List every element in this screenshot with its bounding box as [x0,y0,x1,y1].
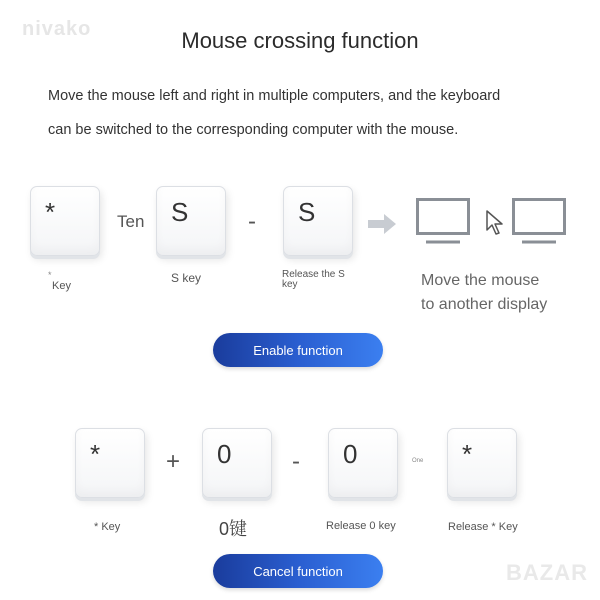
mouse-cursor-icon [486,210,504,236]
key-asterisk-cancel-cap: * [90,439,101,469]
watermark-text: nivako [22,18,92,40]
key-asterisk [30,186,100,256]
key-label-asterisk-small: * [48,270,52,280]
cancel-label-zero: 0键 [219,519,248,539]
key-zero-cap: 0 [217,439,232,469]
monitor-icon [416,198,470,244]
key-zero-release-cap: 0 [343,439,358,469]
separator-dash: - [248,208,256,235]
key-s-release-cap: S [298,197,316,227]
description-line-1: Move the mouse left and right in multiple computers, and the keyboard [48,88,501,104]
corner-watermark: BAZAR [506,560,588,585]
description-line-2: can be switched to the corresponding computer with the mouse. [48,122,459,138]
key-zero [202,428,272,498]
enable-function-button[interactable]: Enable function [213,333,383,367]
key-asterisk-cancel [75,428,145,498]
separator-dash-cancel: - [292,448,300,475]
small-note-one: One [412,458,424,464]
key-s-cap: S [171,197,189,227]
key-s [156,186,226,256]
result-label-line-2: to another display [421,296,548,313]
key-asterisk-cap: * [45,197,56,227]
key-label-asterisk: Key [52,280,71,292]
cancel-function-button[interactable]: Cancel function [213,554,383,588]
key-label-release-s-2: key [282,279,298,290]
key-s-release [283,186,353,256]
key-zero-release [328,428,398,498]
cancel-label-release-asterisk: Release * Key [448,521,518,533]
page-title: Mouse crossing function [181,28,419,53]
arrow-right-icon [368,212,398,236]
result-label-line-1: Move the mouse [421,272,540,289]
key-asterisk-release [447,428,517,498]
key-asterisk-release-cap: * [462,439,473,469]
separator-ten: Ten [117,212,145,231]
separator-plus: + [166,448,181,475]
key-label-s: S key [171,271,202,285]
monitor-icon-2 [512,198,566,244]
cancel-label-asterisk: * Key [94,521,121,533]
cancel-label-release-zero: Release 0 key [326,520,396,532]
key-label-release-s-1: Release the S [282,269,345,280]
